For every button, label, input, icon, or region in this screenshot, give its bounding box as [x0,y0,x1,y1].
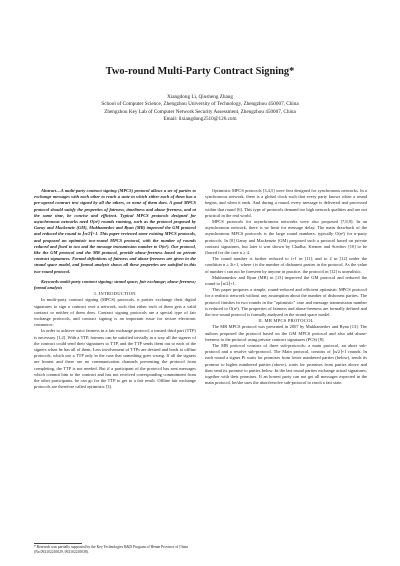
right-paragraph-5: This paper proposes a simple, round-reduced and efficient optimistic MPCS protocol for a realistic network without any assumption about the number of dishonest parties. The protocol finishes in two rounds in the "optimistic" case and message transmission number is reduced to O(n²). The properties of fairness and abuse-freeness are formally defined and the two-round protocol is formally analyzed in the strand space model. [205,287,367,318]
right-column [205,188,367,387]
section-heading-mr-protocol: II. MR MPCS PROTOCOL [258,318,314,324]
author-block [0,94,400,123]
author-names: Xiangdong Li, Qiusheng Zhang [167,94,233,100]
right-paragraph-2: MPCS protocols for asynchronous networks were also proposed [7,8,9]. In an asynchronous network, there is no limit for message delay. The main drawback of the asynchronous MPCS protocols is the large round numbers, typically O(n²) for n-party protocols. In [8] Garay and Mackenzie (GM) proposed such a protocol based on private contract signatures, but later it was shown by Chadha, Kremer and Scedrov [10] to be flawed for the case n ≥ 4. [205,219,367,256]
abstract-text: —A multi-party contract signing (MPCS) protocol allows a set of parties to exchange messages with each other to reach a state in which either each of them has a pre-agreed contract text signed by all the others, or none of them does. A good MPCS protocol should satisfy the properties of fairness, timeliness and abuse-freeness, and at the same time, be concise and efficient. Typical MPCS protocols designed for asynchronous networks need O(n²) rounds running, such as the protocol proposed by Garay and Mackenzie (GM), Mukhamedov and Ryan (MR) improved the GM protocol and reduced the round to ⌈n/2⌉+1. This paper reviewed some existing MPCS protocols, and proposed an optimistic two-round MPCS protocol, with the number of rounds reduced and fixed to two and the message transmission number to O(n²). Our protocol, like the GM protocol and the MR protocol, provide abuse-freeness based on private contract signatures. Formal definitions of fairness and abuse-freeness are given in the strand space model, and formal analysis shows all these properties are satisfied in this two-round protocol. [34,188,196,274]
right-paragraph-6: The MR MPCS protocol was presented in 2007 by Mukhamedov and Ryan [13]. The authors proposed the protocol based on the GM MPCS protocol and also add abuse-freeness to the protocol using private contract signatures (PCS) [8]. [205,324,367,342]
footnote-rule [34,543,82,544]
keywords [34,279,196,291]
author-email: Email: lixiangdong2510@126.com [163,115,237,122]
right-paragraph-3: The round number is further reduced to t+1 in [11], and to 2 in [12] under the condition n ≥ 2t+1, where t is the number of dishonest parties in the protocol. As the value of number t can not be foreseen by anyone in practice, the protocol in [12] is unrealistic. [205,256,367,274]
right-paragraph-1: Optimistic MPCS protocols [3,4,5] were first designed for synchronous networks. In a synchronous network, there is a global clock such that every party knows when a round begins, and when it ends. And during a round, every message is delivered and processed within that round [6]. This type of protocols demand too high network qualities and are not practical in the real world. [205,188,367,218]
keywords-text: -multi-party contract signing; strand space; fair exchange; abuse-freeness; formal analysis [34,278,196,291]
intro-paragraph-1: In multi-party contract signing (MPCS) protocols, n parties exchange their digital signatures to sign a contract over a network, such that either each of them gets a valid contract or neither of them does. Contract signing protocols are a special type of fair exchange protocols, and contract signing is an important issue for secure electronic commerce. [34,297,196,328]
section-heading-introduction: I. INTRODUCTION [94,291,136,297]
affiliation-1: School of Computer Science, Zhengzhou University of Technology, Zhengzhou 450007, China [101,101,299,108]
abstract [34,188,196,275]
left-column [34,188,196,391]
footnote: * Research was partially supported by the Key Technologies R&D Program of Henan Province of China (No.092102210029, 092102210038). [34,545,188,554]
intro-paragraph-2: In order to achieve strict fairness in a fair exchange protocol, a trusted third part (TTP) is necessary [1,2]. With a TTP, fairness can be satisfied trivially in a way all the signers of the contract could send their signatures to TTP, and the TTP sends them out to each of the signers when he has all of them. Less involvement of TTPs are desired and leads to offline protocols, which use a TTP only in the case that something goes wrong. If all the signers are honest and there are no communication channels preventing the protocol from completing, the TTP is not needed. But if a participant of the protocol has sent messages which commit him to the contract and has not received corresponding commitment from the other participants, he can go for the TTP to get to a fair result. Offline fair exchange protocols are therefore called optimistic [3]. [34,328,196,390]
right-paragraph-7: The MR protocol consists of three sub-protocols: a main protocol, an abort sub-protocol and a resolve sub-protocol. The Main protocol, consists of ⌈n/2⌉+1 rounds. In each round a signer Pi waits for promises from lower numbered parties (below), sends its promise to higher numbered parties (above), waits for promises from parties above and then send its promise to parties below. In the last round parties exchange actual signatures, together with their promises. If an honest party can not get all messages expected in the main protocol, he/she uses the abort/resolve sub-protocol to reach a fair state. [205,343,367,386]
abstract-label: Abstract [41,188,57,193]
affiliation-2: Zhengzhou Key Lab of Computer Network Security Assessment, Zhengzhou 450007, China [104,108,296,115]
paper-title: Two-round Multi-Party Contract Signing* [105,66,295,77]
keywords-label: Keywords [41,278,59,284]
right-paragraph-4: Mukhamedov and Ryan (MR) in [13] improved the GM protocol and reduced the round to ⌈n/2⌉+1. [205,274,367,287]
